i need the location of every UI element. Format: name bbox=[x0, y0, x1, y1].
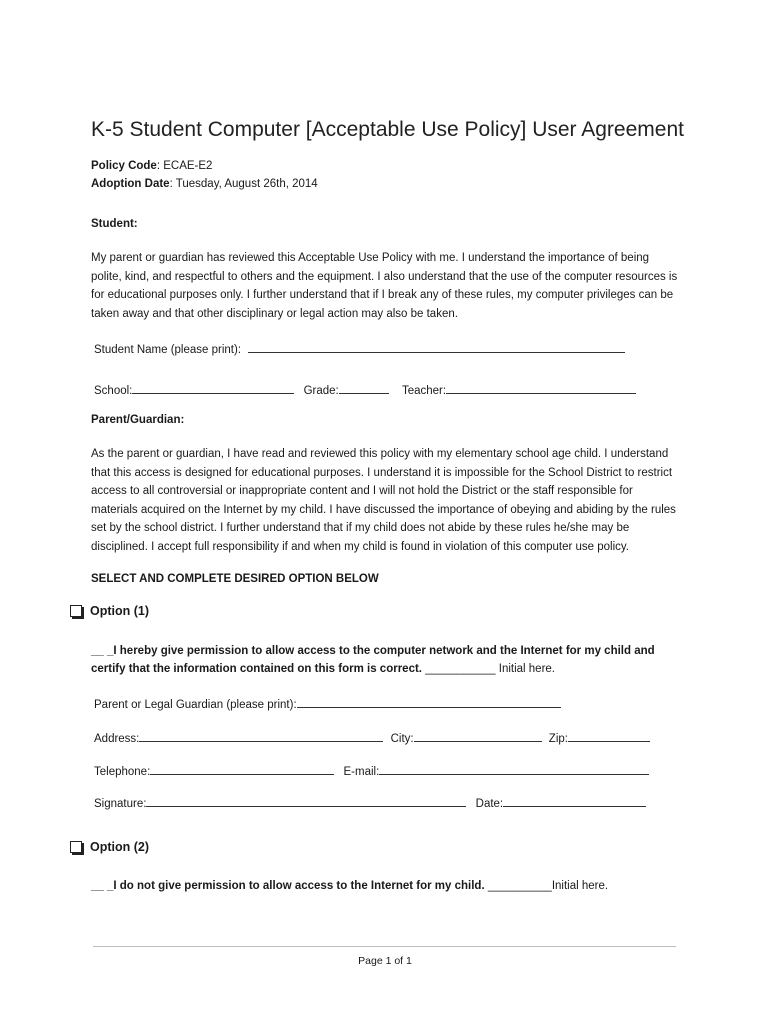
student-name-row bbox=[94, 341, 625, 356]
city-label: City: bbox=[390, 733, 414, 745]
option-1-blank[interactable]: __ _ bbox=[91, 645, 114, 657]
footer-divider bbox=[93, 946, 676, 947]
option-1-text-line-2 bbox=[91, 663, 555, 675]
teacher-field[interactable] bbox=[446, 382, 636, 394]
telephone-label: Telephone: bbox=[94, 766, 151, 778]
option-2-line: I do not give permission to allow access to the Internet for my child. bbox=[113, 880, 485, 892]
policy-code-value: : ECAE-E2 bbox=[156, 160, 213, 172]
policy-code bbox=[91, 160, 212, 172]
option-1-row[interactable] bbox=[70, 604, 149, 618]
adoption-date-value: : Tuesday, August 26th, 2014 bbox=[169, 178, 318, 190]
checkbox-icon[interactable] bbox=[70, 605, 82, 617]
option-1-line-1: I hereby give permission to allow access to the computer network and the Internet for my child and bbox=[113, 645, 655, 657]
options-instruction: SELECT AND COMPLETE DESIRED OPTION BELOW bbox=[91, 573, 379, 585]
address-row bbox=[94, 730, 650, 745]
option-1-initial-label: Initial here. bbox=[498, 663, 556, 675]
telephone-field[interactable] bbox=[150, 763, 334, 775]
page-title: K-5 Student Computer [Acceptable Use Policy] User Agreement bbox=[91, 118, 684, 141]
option-1-label: Option (1) bbox=[90, 604, 150, 618]
city-field[interactable] bbox=[414, 730, 542, 742]
student-heading: Student: bbox=[91, 218, 138, 230]
guardian-name-row bbox=[94, 696, 561, 711]
student-name-label: Student Name (please print): bbox=[94, 344, 242, 356]
grade-label: Grade: bbox=[303, 385, 339, 397]
signature-row bbox=[94, 795, 646, 810]
date-field[interactable] bbox=[503, 795, 646, 807]
option-2-text-line bbox=[91, 880, 608, 892]
option-1-initial-blank[interactable]: ___________ bbox=[425, 663, 496, 675]
grade-field[interactable] bbox=[339, 382, 389, 394]
signature-label: Signature: bbox=[94, 798, 147, 810]
email-field[interactable] bbox=[379, 763, 649, 775]
telephone-row bbox=[94, 763, 649, 778]
guardian-name-label: Parent or Legal Guardian (please print): bbox=[94, 699, 297, 711]
teacher-label: Teacher: bbox=[401, 385, 447, 397]
guardian-name-field[interactable] bbox=[297, 696, 561, 708]
school-label: School: bbox=[94, 385, 133, 397]
page-number: Page 1 of 1 bbox=[358, 955, 412, 967]
signature-field[interactable] bbox=[146, 795, 466, 807]
parent-paragraph: As the parent or guardian, I have read and reviewed this policy with my elementary school age child. I understand that this access is designed for educational purposes. I understand it is impossible for the School District to restrict access to all controversial or inappropriate content and I will not hold the District or the staff responsible for materials acquired on the Internet by my child. I have discussed the importance of obeying and abiding by the rules set by the school district. I further understand that if my child does not abide by these rules he/she may be disciplined. I accept full responsibility if and when my child is found in violation of this computer use policy. bbox=[91, 448, 676, 553]
option-2-row[interactable] bbox=[70, 840, 149, 854]
address-field[interactable] bbox=[139, 730, 383, 742]
adoption-date-label: Adoption Date bbox=[91, 178, 170, 190]
zip-field[interactable] bbox=[568, 730, 650, 742]
option-2-blank[interactable]: __ _ bbox=[91, 880, 114, 892]
date-label: Date: bbox=[475, 798, 504, 810]
email-label: E-mail: bbox=[343, 766, 380, 778]
checkbox-icon[interactable] bbox=[70, 841, 82, 853]
option-1-text-line-1 bbox=[91, 645, 655, 657]
parent-heading: Parent/Guardian: bbox=[91, 414, 185, 426]
student-name-field[interactable] bbox=[248, 341, 625, 353]
school-field[interactable] bbox=[132, 382, 294, 394]
adoption-date bbox=[91, 178, 318, 190]
policy-code-label: Policy Code bbox=[91, 160, 157, 172]
option-2-initial-label: Initial here. bbox=[551, 880, 609, 892]
option-1-line-2: certify that the information contained on this form is correct. bbox=[91, 663, 422, 675]
student-paragraph: My parent or guardian has reviewed this Acceptable Use Policy with me. I understand the importance of being polite, kind, and respectful to others and the equipment. I also understand that the use of the computer resources is for educational purposes only. I further understand that if I break any of these rules, my computer privileges can be taken away and that other disciplinary or legal action may also be taken. bbox=[91, 252, 678, 320]
zip-label: Zip: bbox=[548, 733, 568, 745]
option-2-label: Option (2) bbox=[90, 840, 150, 854]
address-label: Address: bbox=[94, 733, 140, 745]
option-2-initial-blank[interactable]: __________ bbox=[487, 880, 552, 892]
school-row bbox=[94, 382, 636, 397]
